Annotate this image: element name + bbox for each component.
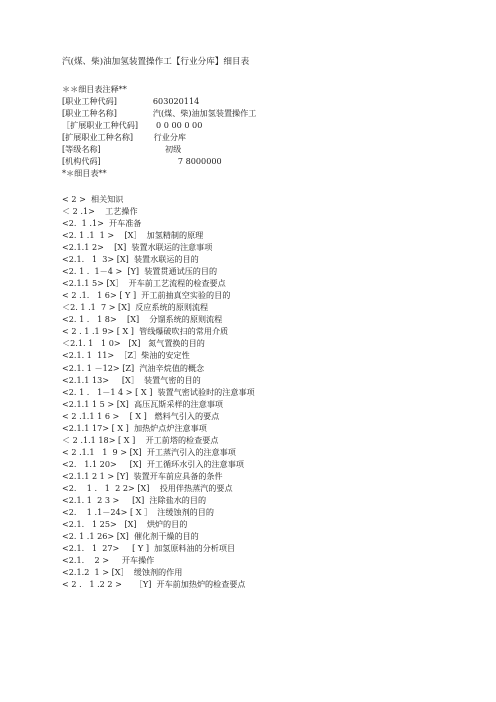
body-line: < 2 .1.1 1 6 > [ X ] 燃料气引入的要点 — [62, 410, 220, 421]
body-line: <2. 1 . 1－4 > [Y] 装置贯通试压的目的 — [62, 266, 218, 277]
document-body — [62, 83, 482, 590]
header-line: [机构代码] 7 8000000 — [62, 156, 222, 167]
body-line: <2.1. 2 > 开车操作 — [62, 555, 155, 566]
body-line: <2. 1 .1> 开车准备 — [62, 217, 142, 228]
body-line: < 2 > 相关知识 — [62, 193, 124, 204]
body-line: <2. 1 . 1 8> [X] 分馏系统的原则流程 — [62, 314, 223, 325]
header-line: [职业工种名称] 汽(煤、柴)油加氢装置操作工 — [62, 108, 257, 119]
header-line: [职业工种代码] 603020114 — [62, 96, 200, 107]
body-line: < 2 .1. 1 6> [ Y ] 开工前抽真空实验的目的 — [62, 290, 231, 301]
body-line: ＜2. 1 .1 7 > [X] 反应系统的原则流程 — [62, 302, 209, 313]
body-line: <2. 1 . 1－1 4 > [ X ] 装置气密试验时的注意事项 — [62, 386, 255, 397]
body-line: <2. 1 .1 1 > [X］ 加氢精制的原理 — [62, 230, 204, 241]
body-line: <2.1. 1 3> [X] 装置水联运的目的 — [62, 254, 199, 265]
body-line: < 2 . 1 .2 2 > ［Y] 开车前加热炉的检查要点 — [62, 579, 246, 590]
body-line: <2.1. 1 11> ［Z］柴油的安定性 — [62, 350, 190, 361]
section-gap — [62, 179, 482, 193]
header-line: [扩展职业工种名称] 行业分库 — [62, 132, 187, 143]
body-line: <2.1. 1 2 3 > [X] 注除盐水的目的 — [62, 495, 207, 506]
body-line: <2. 1.1 20> [X] 开工循环水引入的注意事项 — [62, 458, 244, 469]
body-line: <2.1. 1 －12> [Z] 汽油辛烷值的概念 — [62, 362, 205, 373]
body-line: <2. 1 .1 26> [X] 催化剂干燥的目的 — [62, 531, 199, 542]
body-line: <2.1.1 17> [ X ] 加热炉点炉注意事项 — [62, 422, 207, 433]
body-line: ＜2.1. 1 1 0> [X] 氮气置换的目的 — [62, 338, 205, 349]
header-line: [等级名称] 初级 — [62, 144, 182, 155]
header-line: ［扩展职业工种代码] 0 0 00 0 00 — [62, 120, 203, 131]
body-line: <2. 1 .1－24> [ X ］ 注缓蚀剂的目的 — [62, 507, 214, 518]
header-line: *＊细目表** — [62, 168, 107, 179]
body-line: ＜ 2 .1.1 18> [ X ] 开工前塔的检查要点 — [62, 434, 219, 445]
body-line: <2.1.1 2 1 > [Y] 装置开车前应具备的条件 — [62, 470, 223, 481]
body-line: ＜ 2 .1> 工艺操作 — [62, 205, 138, 216]
body-line: <2.1.1 2> [X] 装置水联运的注意事项 — [62, 242, 213, 253]
body-line: < 2 .1.1 1 9 > [X] 开工蒸汽引入的注意事项 — [62, 446, 236, 457]
body-line: <2.1.1 5> [X］ 开车前工艺流程的检查要点 — [62, 278, 226, 289]
header-line: ＊＊细目表注释** — [62, 84, 127, 94]
body-line: < 2 . 1 .1 9> [ X ] 管线爆破吹扫的常用介质 — [62, 326, 229, 337]
body-line: <2.1.2 1 > [X］ 缓蚀剂的作用 — [62, 567, 183, 578]
body-line: <2. 1 . 1 2 2> [X] 投用伴热蒸汽的要点 — [62, 483, 233, 493]
body-line: <2.1. 1 27> [ Y ] 加氢原料油的分析项目 — [62, 543, 236, 554]
document-title: 汽(煤、柴)油加氢装置操作工【行业分库】细目表 — [62, 57, 250, 67]
body-line: <2.1.1 13> [X］ 装置气密的目的 — [62, 374, 201, 385]
body-line: <2.1. 1 25> [X] 烘炉的目的 — [62, 519, 188, 530]
body-line: <2.1.1 1 5 > [X] 高压瓦斯采样的注意事项 — [62, 398, 224, 409]
